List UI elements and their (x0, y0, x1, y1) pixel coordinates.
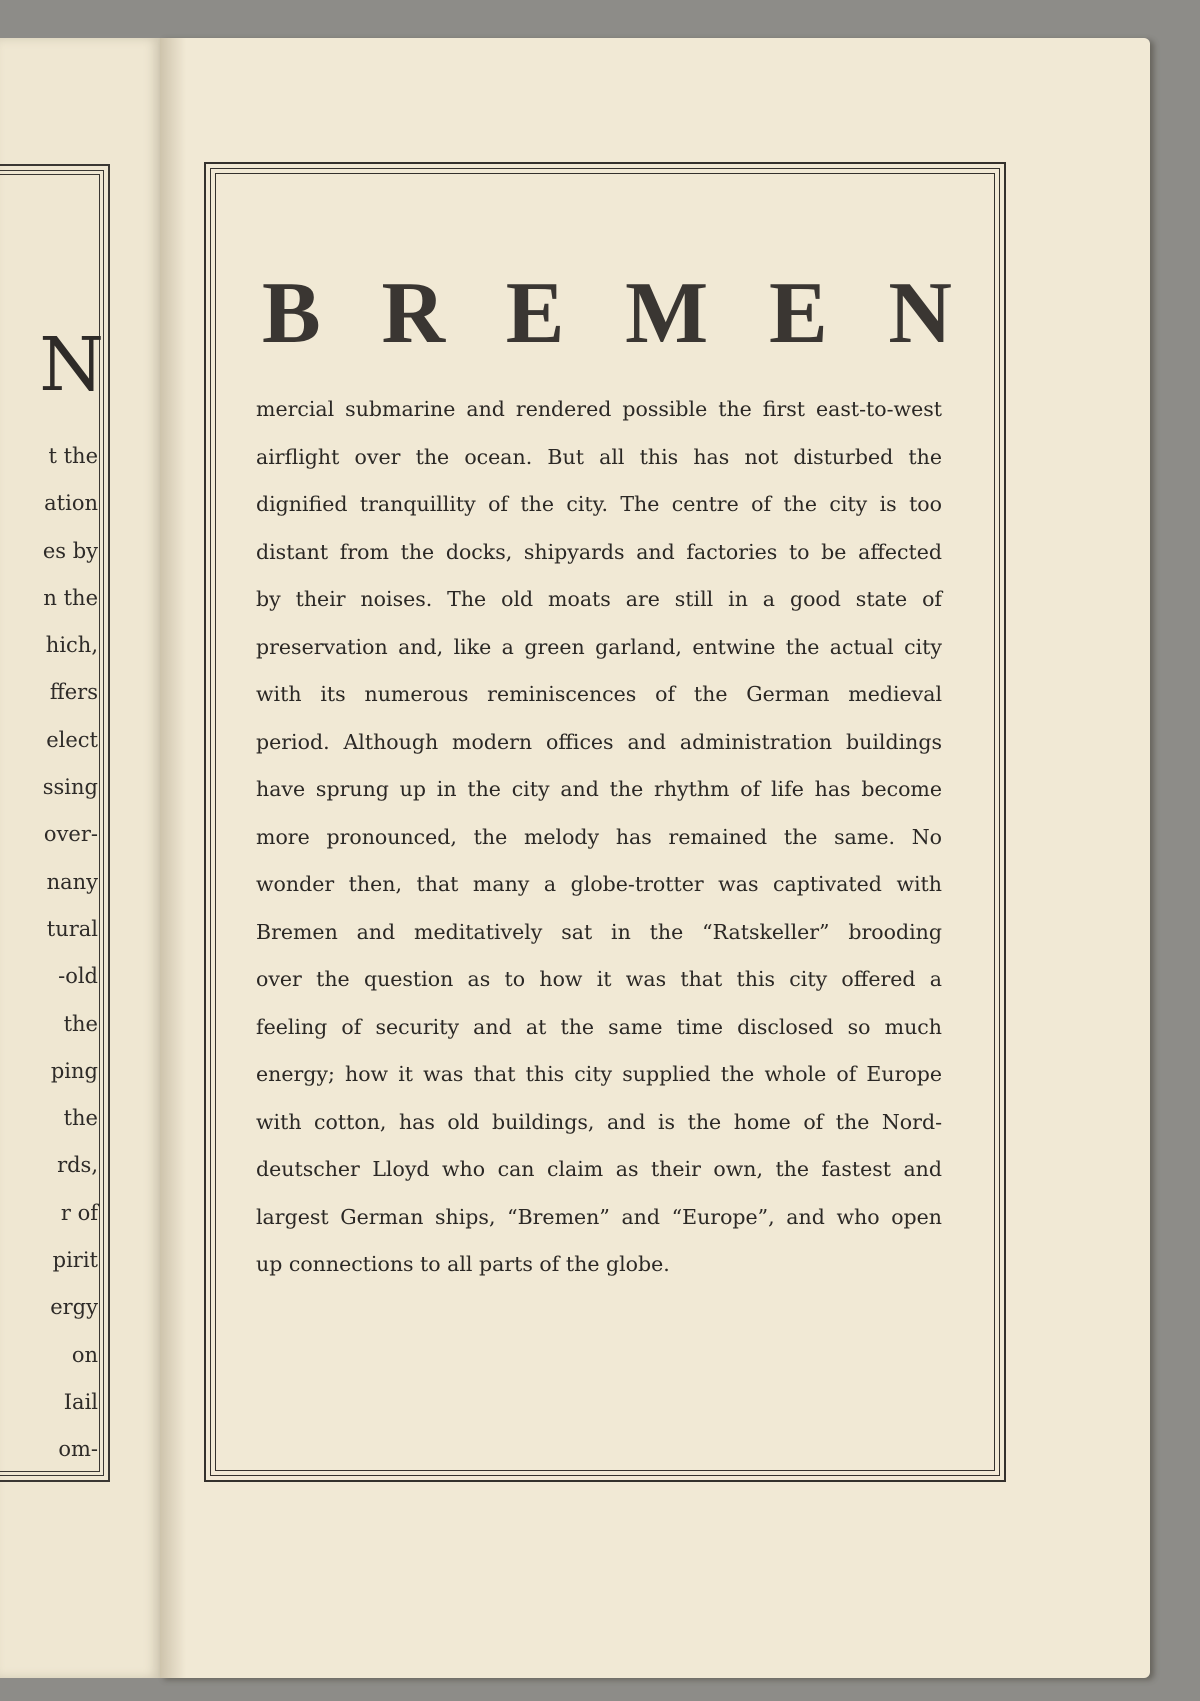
left-page-text-line: ffers (49, 680, 98, 705)
left-page-text-line: nany (46, 869, 98, 894)
left-page-text-line: ping (50, 1058, 98, 1083)
left-page-text-line: ation (44, 491, 98, 516)
body-text-line: period. Although modern offices and administration buildings (256, 729, 942, 754)
left-page-text-line: the (63, 1011, 98, 1036)
body-paragraph (256, 386, 942, 1289)
body-text-line: wonder then, that many a globe-trotter was captivated with (256, 872, 942, 896)
page-title (262, 265, 952, 362)
body-text-line: more pronounced, the melody has remained the same. No (256, 824, 942, 849)
body-text-line: over the question as to how it was that this city offered a (256, 967, 942, 991)
body-text-line: energy; how it was that this city supplied the whole of Europe (256, 1062, 942, 1086)
left-page-text-line: hich, (45, 633, 98, 658)
left-page-text-line: pirit (52, 1248, 98, 1273)
left-page-text-line: Iail (63, 1389, 98, 1414)
gutter-shadow (160, 38, 186, 1678)
main-page (160, 38, 1150, 1678)
left-page-text-line: ergy (50, 1295, 98, 1320)
left-page-title-fragment: N (39, 322, 104, 408)
left-page-text-line: n the (43, 585, 98, 610)
body-text-line: airflight over the ocean. But all this has not disturbed the (256, 444, 942, 469)
body-text-line: preservation and, like a green garland, entwine the actual city (256, 634, 942, 659)
title-letter: M (625, 265, 709, 362)
title-letter: E (505, 265, 565, 362)
left-page-text-line: on (71, 1342, 98, 1367)
left-page-text-line: t the (48, 444, 98, 468)
left-page-text-line: rds, (57, 1153, 98, 1178)
left-page-text-fragments (0, 433, 98, 1474)
body-text-line: with cotton, has old buildings, and is the home of the Nord- (256, 1109, 942, 1134)
title-letter: E (768, 265, 828, 362)
body-text-line: have sprung up in the city and the rhythm of life has become (256, 777, 942, 801)
left-page-text-line: over- (43, 822, 98, 847)
left-page-text-line: -old (58, 964, 98, 989)
body-text-line: Bremen and meditatively sat in the “Ratskeller” brooding (256, 919, 942, 944)
title-letter: N (888, 265, 952, 362)
left-page (0, 38, 160, 1678)
body-text-line: mercial submarine and rendered possible the first east-to-west (256, 397, 942, 421)
body-text-line: by their noises. The old moats are still in a good state of (256, 587, 942, 611)
left-page-text-line: r of (60, 1200, 98, 1225)
body-text-line: feeling of security and at the same time disclosed so much (256, 1014, 942, 1039)
left-page-text-line: es by (42, 538, 98, 563)
body-text-line: distant from the docks, shipyards and factories to be affected (256, 539, 942, 564)
left-page-text-line: om- (58, 1437, 98, 1462)
left-page-text-line: elect (46, 727, 98, 752)
page-border-frame (204, 162, 1006, 1482)
left-page-text-line: ssing (42, 775, 98, 800)
body-text-line: largest German ships, “Bremen” and “Europe”, and who open (256, 1204, 942, 1229)
body-text-line: with its numerous reminiscences of the German medieval (256, 682, 942, 706)
left-page-text-line: tural (46, 916, 98, 941)
body-text-line: up connections to all parts of the globe. (256, 1252, 670, 1276)
title-letter: R (381, 265, 445, 362)
body-text-line: dignified tranquillity of the city. The centre of the city is too (256, 492, 942, 516)
body-text-line: deutscher Lloyd who can claim as their own, the fastest and (256, 1157, 942, 1181)
left-page-text-line: the (63, 1106, 98, 1131)
title-letter: B (262, 265, 321, 362)
